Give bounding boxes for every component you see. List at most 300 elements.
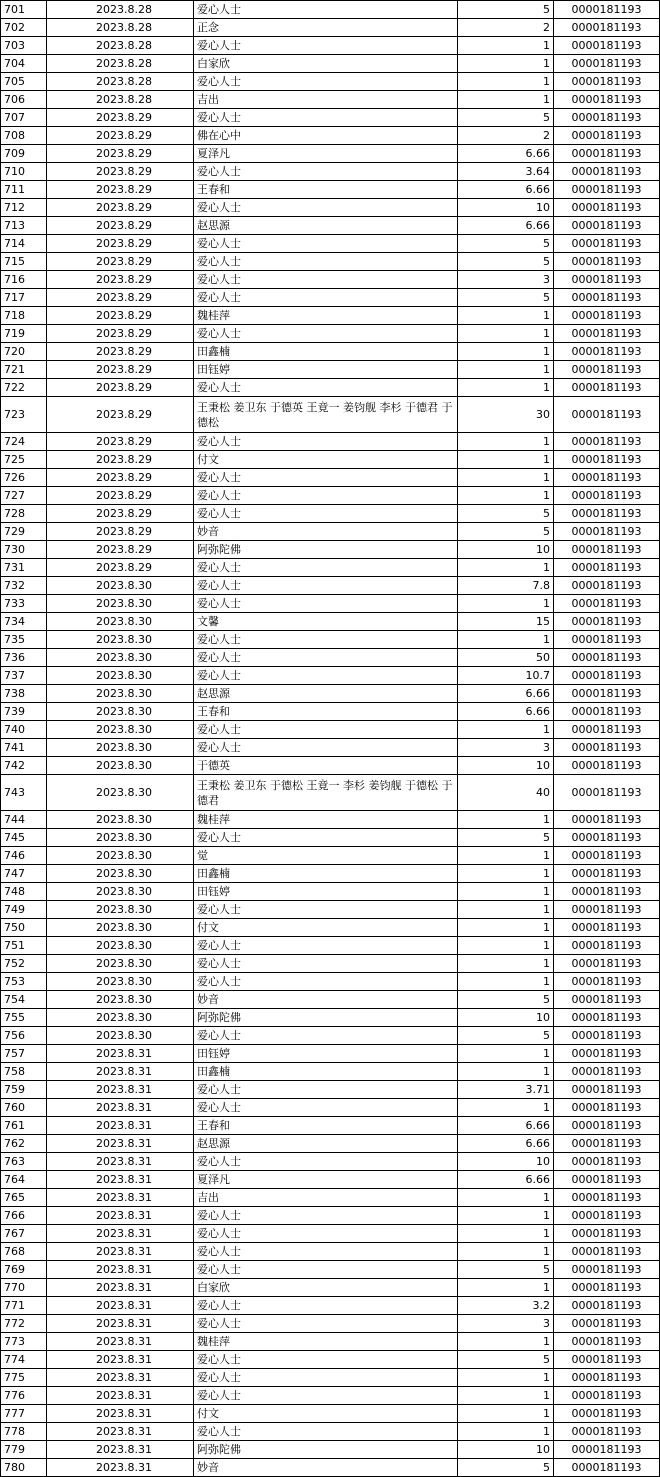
donation-date-cell: 2023.8.31: [47, 1153, 194, 1171]
donor-name-cell: 爱心人士: [194, 1153, 458, 1171]
reference-code-cell: 0000181193: [554, 991, 660, 1009]
reference-code-cell: 0000181193: [554, 1045, 660, 1063]
donor-name-cell: 阿弥陀佛: [194, 1009, 458, 1027]
row-number-cell: 773: [1, 1333, 47, 1351]
donation-date-cell: 2023.8.31: [47, 1117, 194, 1135]
donation-date-cell: 2023.8.29: [47, 253, 194, 271]
donation-date-cell: 2023.8.31: [47, 1045, 194, 1063]
reference-code-cell: 0000181193: [554, 1315, 660, 1333]
table-row: [1, 883, 660, 901]
reference-code-cell: 0000181193: [554, 919, 660, 937]
table-row: [1, 1369, 660, 1387]
reference-code-cell: 0000181193: [554, 1081, 660, 1099]
table-row: [1, 91, 660, 109]
donation-date-cell: 2023.8.31: [47, 1261, 194, 1279]
donor-name-cell: 爱心人士: [194, 955, 458, 973]
donation-date-cell: 2023.8.31: [47, 1315, 194, 1333]
donation-date-cell: 2023.8.30: [47, 919, 194, 937]
table-row: [1, 847, 660, 865]
donation-amount-cell: 5: [458, 109, 554, 127]
table-row: [1, 1063, 660, 1081]
row-number-cell: 756: [1, 1027, 47, 1045]
row-number-cell: 725: [1, 451, 47, 469]
reference-code-cell: 0000181193: [554, 883, 660, 901]
donor-name-cell: 妙音: [194, 1459, 458, 1477]
donor-name-cell: 爱心人士: [194, 73, 458, 91]
donation-date-cell: 2023.8.30: [47, 775, 194, 811]
donation-date-cell: 2023.8.28: [47, 1, 194, 19]
donor-name-cell: 白家欣: [194, 55, 458, 73]
table-row: [1, 811, 660, 829]
donation-amount-cell: 5: [458, 1459, 554, 1477]
donor-name-cell: 爱心人士: [194, 1099, 458, 1117]
donor-name-cell: 爱心人士: [194, 739, 458, 757]
table-row: [1, 523, 660, 541]
table-body: [1, 1, 660, 1477]
table-row: [1, 1441, 660, 1459]
row-number-cell: 724: [1, 433, 47, 451]
donor-name-cell: 爱心人士: [194, 1369, 458, 1387]
reference-code-cell: 0000181193: [554, 1189, 660, 1207]
donation-amount-cell: 15: [458, 613, 554, 631]
donor-name-cell: 爱心人士: [194, 433, 458, 451]
reference-code-cell: 0000181193: [554, 307, 660, 325]
reference-code-cell: 0000181193: [554, 631, 660, 649]
donor-name-cell: 吉出: [194, 1189, 458, 1207]
donation-date-cell: 2023.8.31: [47, 1459, 194, 1477]
table-row: [1, 127, 660, 145]
donor-name-cell: 爱心人士: [194, 1243, 458, 1261]
donation-amount-cell: 3.71: [458, 1081, 554, 1099]
donor-name-cell: 爱心人士: [194, 1351, 458, 1369]
table-row: [1, 19, 660, 37]
table-row: [1, 1405, 660, 1423]
row-number-cell: 740: [1, 721, 47, 739]
donor-name-cell: 爱心人士: [194, 1423, 458, 1441]
donor-name-cell: 爱心人士: [194, 1225, 458, 1243]
donor-name-cell: 爱心人士: [194, 1387, 458, 1405]
row-number-cell: 702: [1, 19, 47, 37]
donation-amount-cell: 1: [458, 1045, 554, 1063]
row-number-cell: 746: [1, 847, 47, 865]
donation-amount-cell: 3.64: [458, 163, 554, 181]
donation-amount-cell: 10: [458, 199, 554, 217]
donation-amount-cell: 6.66: [458, 145, 554, 163]
donation-amount-cell: 1: [458, 631, 554, 649]
donor-name-cell: 爱心人士: [194, 577, 458, 595]
reference-code-cell: 0000181193: [554, 1351, 660, 1369]
donation-amount-cell: 5: [458, 253, 554, 271]
reference-code-cell: 0000181193: [554, 91, 660, 109]
donor-name-cell: 王春和: [194, 1117, 458, 1135]
table-row: [1, 1387, 660, 1405]
donor-name-cell: 魏桂萍: [194, 1333, 458, 1351]
reference-code-cell: 0000181193: [554, 1117, 660, 1135]
donor-name-cell: 爱心人士: [194, 379, 458, 397]
donation-date-cell: 2023.8.30: [47, 811, 194, 829]
donation-date-cell: 2023.8.31: [47, 1369, 194, 1387]
row-number-cell: 758: [1, 1063, 47, 1081]
reference-code-cell: 0000181193: [554, 109, 660, 127]
reference-code-cell: 0000181193: [554, 253, 660, 271]
donation-amount-cell: 6.66: [458, 1135, 554, 1153]
reference-code-cell: 0000181193: [554, 1279, 660, 1297]
donation-date-cell: 2023.8.30: [47, 865, 194, 883]
donation-date-cell: 2023.8.30: [47, 1009, 194, 1027]
donation-amount-cell: 1: [458, 1207, 554, 1225]
reference-code-cell: 0000181193: [554, 955, 660, 973]
table-row: [1, 487, 660, 505]
donor-name-cell: 觉: [194, 847, 458, 865]
table-row: [1, 163, 660, 181]
table-row: [1, 397, 660, 433]
reference-code-cell: 0000181193: [554, 685, 660, 703]
donor-name-cell: 田鑫楠: [194, 343, 458, 361]
donation-date-cell: 2023.8.28: [47, 55, 194, 73]
donation-amount-cell: 5: [458, 289, 554, 307]
donation-date-cell: 2023.8.31: [47, 1099, 194, 1117]
donation-amount-cell: 1: [458, 343, 554, 361]
row-number-cell: 759: [1, 1081, 47, 1099]
donor-name-cell: 爱心人士: [194, 1081, 458, 1099]
donation-amount-cell: 5: [458, 1027, 554, 1045]
row-number-cell: 755: [1, 1009, 47, 1027]
donation-amount-cell: 1: [458, 487, 554, 505]
donation-date-cell: 2023.8.29: [47, 181, 194, 199]
donation-date-cell: 2023.8.30: [47, 901, 194, 919]
donation-date-cell: 2023.8.29: [47, 469, 194, 487]
row-number-cell: 744: [1, 811, 47, 829]
table-row: [1, 1189, 660, 1207]
row-number-cell: 745: [1, 829, 47, 847]
donation-date-cell: 2023.8.29: [47, 163, 194, 181]
table-row: [1, 1333, 660, 1351]
donation-date-cell: 2023.8.31: [47, 1081, 194, 1099]
donation-date-cell: 2023.8.31: [47, 1063, 194, 1081]
donation-date-cell: 2023.8.31: [47, 1225, 194, 1243]
row-number-cell: 730: [1, 541, 47, 559]
donation-amount-cell: 1: [458, 1099, 554, 1117]
row-number-cell: 738: [1, 685, 47, 703]
reference-code-cell: 0000181193: [554, 1099, 660, 1117]
donor-name-cell: 田钰婷: [194, 883, 458, 901]
donation-date-cell: 2023.8.29: [47, 289, 194, 307]
donation-date-cell: 2023.8.31: [47, 1243, 194, 1261]
donor-name-cell: 田钰婷: [194, 361, 458, 379]
donor-name-cell: 爱心人士: [194, 901, 458, 919]
donation-date-cell: 2023.8.29: [47, 379, 194, 397]
table-row: [1, 55, 660, 73]
row-number-cell: 769: [1, 1261, 47, 1279]
donation-amount-cell: 1: [458, 91, 554, 109]
table-row: [1, 271, 660, 289]
donation-date-cell: 2023.8.31: [47, 1189, 194, 1207]
reference-code-cell: 0000181193: [554, 379, 660, 397]
row-number-cell: 752: [1, 955, 47, 973]
donation-date-cell: 2023.8.30: [47, 847, 194, 865]
row-number-cell: 714: [1, 235, 47, 253]
reference-code-cell: 0000181193: [554, 523, 660, 541]
row-number-cell: 719: [1, 325, 47, 343]
donation-date-cell: 2023.8.29: [47, 487, 194, 505]
donation-date-cell: 2023.8.30: [47, 721, 194, 739]
donation-amount-cell: 2: [458, 19, 554, 37]
donation-amount-cell: 6.66: [458, 703, 554, 721]
donation-amount-cell: 10: [458, 1153, 554, 1171]
reference-code-cell: 0000181193: [554, 1135, 660, 1153]
donation-date-cell: 2023.8.31: [47, 1351, 194, 1369]
row-number-cell: 735: [1, 631, 47, 649]
donation-amount-cell: 3: [458, 271, 554, 289]
donation-amount-cell: 3.2: [458, 1297, 554, 1315]
donation-amount-cell: 1: [458, 37, 554, 55]
table-row: [1, 253, 660, 271]
donor-name-cell: 文馨: [194, 613, 458, 631]
donation-date-cell: 2023.8.29: [47, 451, 194, 469]
donation-amount-cell: 6.66: [458, 181, 554, 199]
row-number-cell: 723: [1, 397, 47, 433]
row-number-cell: 739: [1, 703, 47, 721]
donor-name-cell: 爱心人士: [194, 595, 458, 613]
donor-name-cell: 爱心人士: [194, 559, 458, 577]
donor-name-cell: 爱心人士: [194, 235, 458, 253]
row-number-cell: 732: [1, 577, 47, 595]
table-row: [1, 1135, 660, 1153]
reference-code-cell: 0000181193: [554, 271, 660, 289]
row-number-cell: 742: [1, 757, 47, 775]
donor-name-cell: 爱心人士: [194, 649, 458, 667]
donation-amount-cell: 1: [458, 883, 554, 901]
table-row: [1, 1243, 660, 1261]
reference-code-cell: 0000181193: [554, 613, 660, 631]
table-row: [1, 595, 660, 613]
donation-amount-cell: 7.8: [458, 577, 554, 595]
donation-amount-cell: 5: [458, 235, 554, 253]
row-number-cell: 729: [1, 523, 47, 541]
reference-code-cell: 0000181193: [554, 217, 660, 235]
donation-date-cell: 2023.8.29: [47, 325, 194, 343]
donation-amount-cell: 1: [458, 1189, 554, 1207]
donation-amount-cell: 10: [458, 1009, 554, 1027]
donor-name-cell: 王春和: [194, 181, 458, 199]
donor-name-cell: 爱心人士: [194, 163, 458, 181]
row-number-cell: 703: [1, 37, 47, 55]
donor-name-cell: 赵思源: [194, 1135, 458, 1153]
row-number-cell: 765: [1, 1189, 47, 1207]
reference-code-cell: 0000181193: [554, 1387, 660, 1405]
table-row: [1, 937, 660, 955]
donor-name-cell: 爱心人士: [194, 667, 458, 685]
row-number-cell: 762: [1, 1135, 47, 1153]
donor-name-cell: 付文: [194, 919, 458, 937]
row-number-cell: 728: [1, 505, 47, 523]
donation-date-cell: 2023.8.31: [47, 1297, 194, 1315]
donation-amount-cell: 5: [458, 1261, 554, 1279]
table-row: [1, 1261, 660, 1279]
donation-amount-cell: 10.7: [458, 667, 554, 685]
row-number-cell: 717: [1, 289, 47, 307]
donation-amount-cell: 2: [458, 127, 554, 145]
table-row: [1, 613, 660, 631]
donation-date-cell: 2023.8.30: [47, 649, 194, 667]
donation-date-cell: 2023.8.30: [47, 631, 194, 649]
donation-amount-cell: 1: [458, 919, 554, 937]
reference-code-cell: 0000181193: [554, 487, 660, 505]
donation-amount-cell: 1: [458, 55, 554, 73]
donor-name-cell: 田钰婷: [194, 1045, 458, 1063]
reference-code-cell: 0000181193: [554, 361, 660, 379]
donation-amount-cell: 1: [458, 955, 554, 973]
donation-amount-cell: 1: [458, 1333, 554, 1351]
table-row: [1, 1297, 660, 1315]
donor-name-cell: 爱心人士: [194, 1315, 458, 1333]
reference-code-cell: 0000181193: [554, 127, 660, 145]
row-number-cell: 749: [1, 901, 47, 919]
donation-amount-cell: 1: [458, 865, 554, 883]
donor-name-cell: 爱心人士: [194, 505, 458, 523]
table-row: [1, 1351, 660, 1369]
donation-date-cell: 2023.8.30: [47, 937, 194, 955]
donation-date-cell: 2023.8.29: [47, 145, 194, 163]
donation-date-cell: 2023.8.28: [47, 19, 194, 37]
donor-name-cell: 爱心人士: [194, 37, 458, 55]
donation-amount-cell: 1: [458, 901, 554, 919]
donation-date-cell: 2023.8.29: [47, 523, 194, 541]
row-number-cell: 712: [1, 199, 47, 217]
donor-name-cell: 赵思源: [194, 217, 458, 235]
row-number-cell: 750: [1, 919, 47, 937]
table-row: [1, 451, 660, 469]
table-row: [1, 1, 660, 19]
row-number-cell: 726: [1, 469, 47, 487]
donation-date-cell: 2023.8.29: [47, 235, 194, 253]
reference-code-cell: 0000181193: [554, 1243, 660, 1261]
donation-date-cell: 2023.8.31: [47, 1207, 194, 1225]
donation-date-cell: 2023.8.29: [47, 343, 194, 361]
donation-date-cell: 2023.8.29: [47, 433, 194, 451]
row-number-cell: 775: [1, 1369, 47, 1387]
donation-amount-cell: 1: [458, 1387, 554, 1405]
reference-code-cell: 0000181193: [554, 289, 660, 307]
donation-amount-cell: 1: [458, 1063, 554, 1081]
donation-amount-cell: 3: [458, 1315, 554, 1333]
donor-name-cell: 爱心人士: [194, 829, 458, 847]
donor-name-cell: 佛在心中: [194, 127, 458, 145]
donor-name-cell: 妙音: [194, 991, 458, 1009]
donation-date-cell: 2023.8.31: [47, 1171, 194, 1189]
reference-code-cell: 0000181193: [554, 1009, 660, 1027]
table-row: [1, 667, 660, 685]
reference-code-cell: 0000181193: [554, 163, 660, 181]
donation-amount-cell: 6.66: [458, 1117, 554, 1135]
table-row: [1, 559, 660, 577]
reference-code-cell: 0000181193: [554, 973, 660, 991]
donor-name-cell: 魏桂萍: [194, 307, 458, 325]
row-number-cell: 764: [1, 1171, 47, 1189]
donation-date-cell: 2023.8.31: [47, 1387, 194, 1405]
row-number-cell: 753: [1, 973, 47, 991]
donor-name-cell: 夏泽凡: [194, 145, 458, 163]
table-row: [1, 433, 660, 451]
reference-code-cell: 0000181193: [554, 343, 660, 361]
row-number-cell: 767: [1, 1225, 47, 1243]
reference-code-cell: 0000181193: [554, 325, 660, 343]
donation-amount-cell: 1: [458, 361, 554, 379]
row-number-cell: 778: [1, 1423, 47, 1441]
table-row: [1, 631, 660, 649]
donation-date-cell: 2023.8.30: [47, 973, 194, 991]
table-row: [1, 775, 660, 811]
row-number-cell: 766: [1, 1207, 47, 1225]
row-number-cell: 743: [1, 775, 47, 811]
row-number-cell: 716: [1, 271, 47, 289]
reference-code-cell: 0000181193: [554, 55, 660, 73]
donation-date-cell: 2023.8.30: [47, 991, 194, 1009]
donation-date-cell: 2023.8.30: [47, 577, 194, 595]
donation-date-cell: 2023.8.30: [47, 883, 194, 901]
reference-code-cell: 0000181193: [554, 19, 660, 37]
donation-date-cell: 2023.8.30: [47, 955, 194, 973]
row-number-cell: 711: [1, 181, 47, 199]
table-row: [1, 37, 660, 55]
reference-code-cell: 0000181193: [554, 397, 660, 433]
donation-amount-cell: 1: [458, 937, 554, 955]
donation-amount-cell: 1: [458, 469, 554, 487]
donation-amount-cell: 1: [458, 433, 554, 451]
row-number-cell: 722: [1, 379, 47, 397]
row-number-cell: 736: [1, 649, 47, 667]
row-number-cell: 754: [1, 991, 47, 1009]
donor-name-cell: 魏桂萍: [194, 811, 458, 829]
row-number-cell: 776: [1, 1387, 47, 1405]
donor-name-cell: 于德英: [194, 757, 458, 775]
row-number-cell: 705: [1, 73, 47, 91]
table-row: [1, 757, 660, 775]
row-number-cell: 757: [1, 1045, 47, 1063]
donor-name-cell: 阿弥陀佛: [194, 541, 458, 559]
table-row: [1, 1225, 660, 1243]
donation-amount-cell: 5: [458, 829, 554, 847]
donation-amount-cell: 1: [458, 451, 554, 469]
donor-name-cell: 爱心人士: [194, 1297, 458, 1315]
donor-name-cell: 赵思源: [194, 685, 458, 703]
donation-date-cell: 2023.8.31: [47, 1333, 194, 1351]
donation-date-cell: 2023.8.29: [47, 361, 194, 379]
row-number-cell: 721: [1, 361, 47, 379]
reference-code-cell: 0000181193: [554, 667, 660, 685]
donation-amount-cell: 10: [458, 1441, 554, 1459]
donor-name-cell: 爱心人士: [194, 1027, 458, 1045]
table-row: [1, 217, 660, 235]
donor-name-cell: 王春和: [194, 703, 458, 721]
row-number-cell: 718: [1, 307, 47, 325]
donation-date-cell: 2023.8.30: [47, 667, 194, 685]
donation-amount-cell: 50: [458, 649, 554, 667]
reference-code-cell: 0000181193: [554, 235, 660, 253]
donation-date-cell: 2023.8.29: [47, 127, 194, 145]
row-number-cell: 741: [1, 739, 47, 757]
donation-date-cell: 2023.8.30: [47, 703, 194, 721]
row-number-cell: 780: [1, 1459, 47, 1477]
table-row: [1, 379, 660, 397]
donor-name-cell: 吉出: [194, 91, 458, 109]
donation-amount-cell: 1: [458, 973, 554, 991]
reference-code-cell: 0000181193: [554, 451, 660, 469]
donation-amount-cell: 1: [458, 379, 554, 397]
row-number-cell: 706: [1, 91, 47, 109]
table-row: [1, 829, 660, 847]
table-row: [1, 505, 660, 523]
